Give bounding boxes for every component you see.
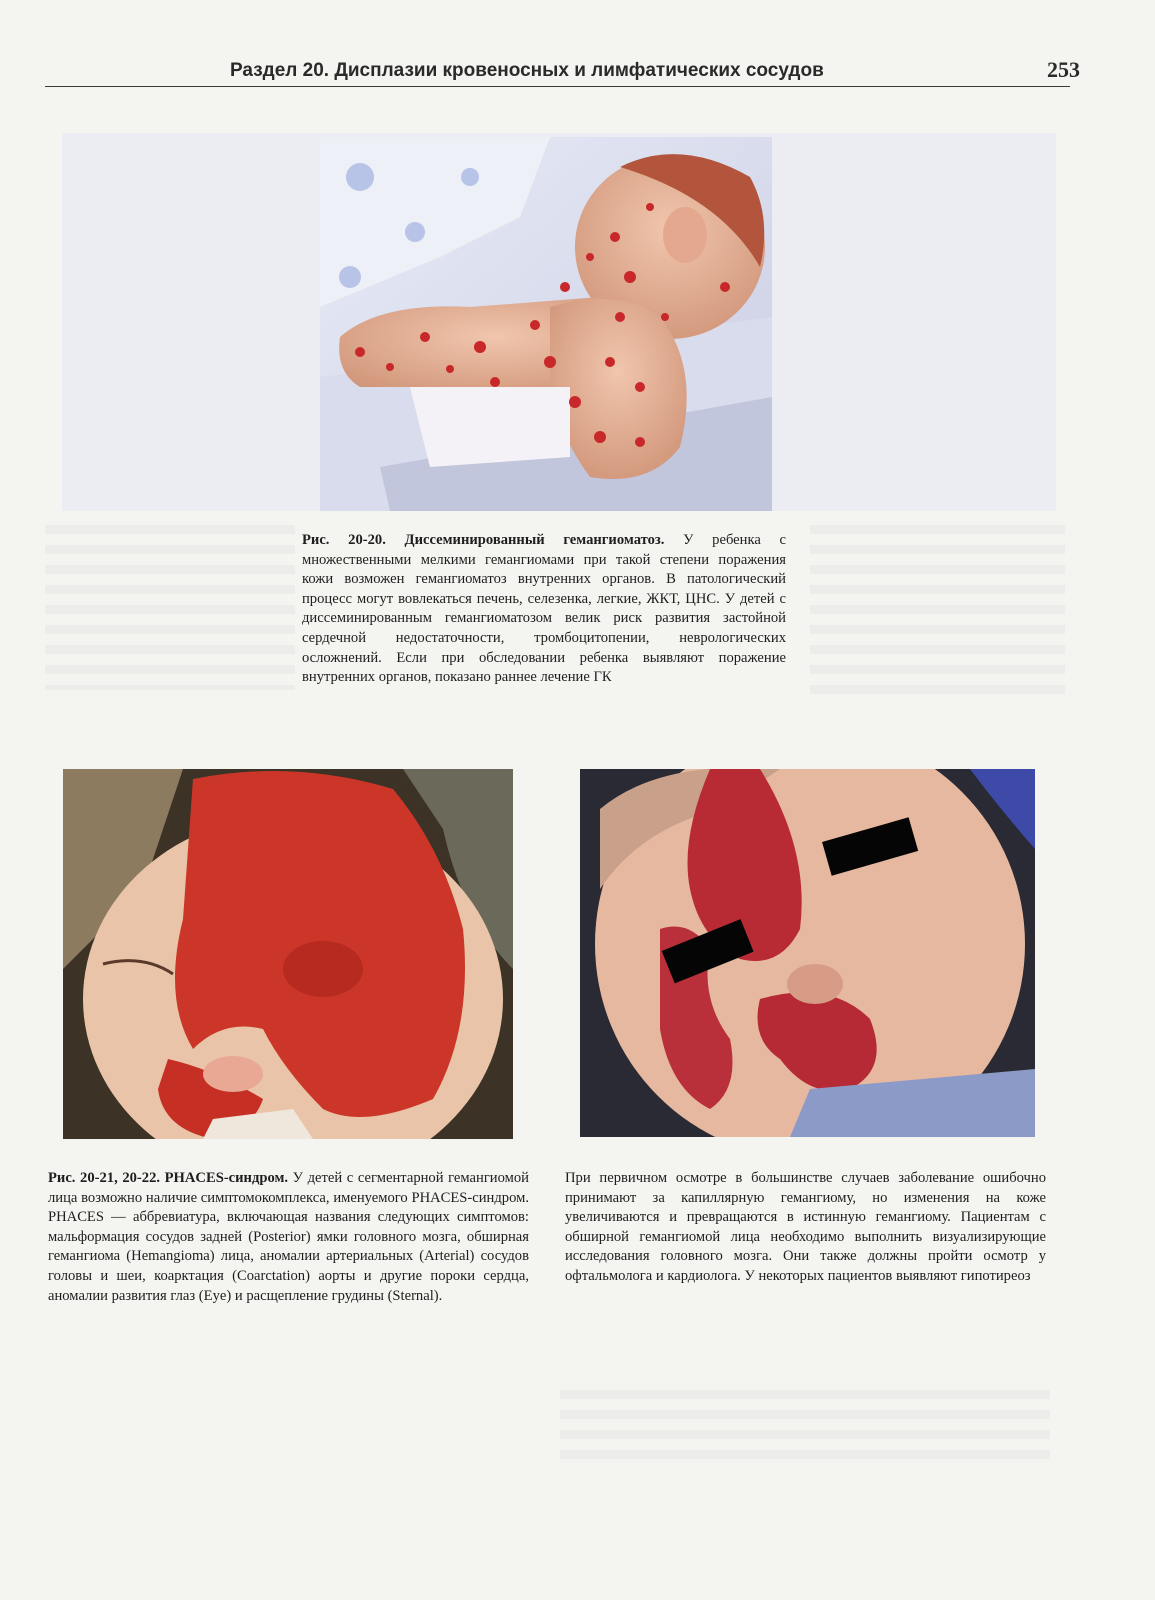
page-number: 253 [1047, 57, 1080, 82]
header-rule [45, 86, 1070, 87]
figure-20-20-text: У ребенка с множественными мелкими гемангиомами при такой степени поражения кожи возможен гемангиоматоз внутренних органов. В патологический процесс могут вовлекаться печень, селезенка, легкие, ЖКТ, ЦНС. У детей с диссеминированным гемангиоматозом велик риск развития застойной сердечной недостаточности, тромбоцитопении, неврологических осложнений. Если при обследовании ребенка выявляют поражение внутренних органов, показано раннее лечение ГК [302, 532, 786, 686]
figure-20-21-photo [63, 769, 513, 1139]
bleed-through-right [810, 525, 1065, 695]
figure-20-21-22-caption-left [48, 1169, 529, 1306]
figure-20-21-22-caption-right [565, 1169, 1046, 1287]
figure-20-21-22-text-left: У детей с сегментарной гемангиомой лица возможно наличие симптомокомплекса, именуемого PHACES-синдром. PHACES — аббревиатура, включающая названия следующих симптомов: мальформация сосудов задней (Posterior) ямки головного мозга, обширная гемангиома (Hemangioma) лица, аномалии артериальных (Arterial) сосудов головы и шеи, коарктация (Coarctation) аорты и другие пороки сердца, аномалии развития глаз (Eye) и расщепление грудины (Sternal). [48, 1170, 529, 1304]
figure-20-22-photo [580, 769, 1035, 1137]
figure-20-20-caption [302, 531, 786, 688]
figure-20-21-22-label: Рис. 20-21, 20-22. PHACES-синдром. [48, 1170, 289, 1186]
bleed-through-bottom [560, 1390, 1050, 1460]
figure-20-20-photo [320, 137, 772, 511]
figure-20-21-22-text-right: При первичном осмотре в большинстве случаев заболевание ошибочно принимают за капиллярную гемангиому, но изменения на коже увеличиваются и превращаются в истинную гемангиому. Пациентам с обширной гемангиомой лица необходимо выполнить визуализирующие исследования головного мозга. Они также должны пройти осмотр у офтальмолога и кардиолога. У некоторых пациентов выявляют гипотиреоз [565, 1170, 1046, 1284]
bleed-through-left [45, 525, 295, 690]
running-header-title: Раздел 20. Дисплазии кровеносных и лимфатических сосудов [230, 60, 824, 81]
figure-20-20-label: Рис. 20-20. Диссеминированный гемангиоматоз. [302, 532, 665, 548]
